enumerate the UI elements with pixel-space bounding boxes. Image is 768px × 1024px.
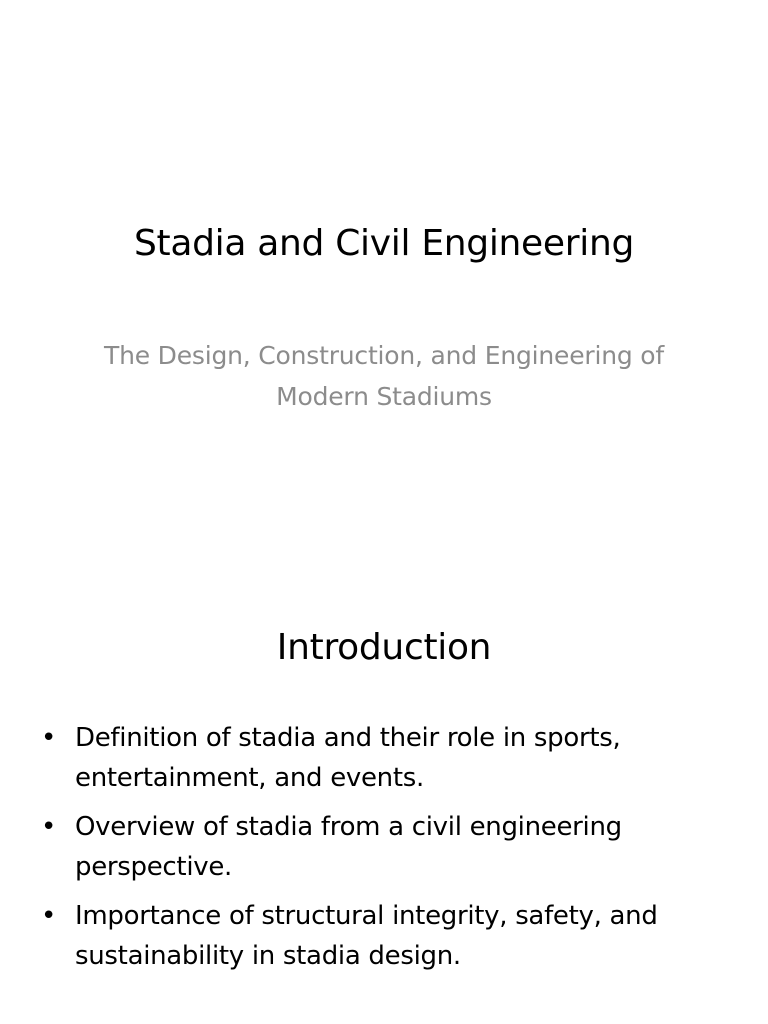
bullet-text: Overview of stadia from a civil engineering perspective.	[75, 812, 622, 882]
slide-title: Stadia and Civil Engineering	[133, 223, 635, 264]
bullet-icon: •	[41, 812, 57, 842]
introduction-slide	[0, 576, 768, 1024]
bullet-item	[38, 896, 728, 976]
bullet-item	[38, 718, 728, 798]
slide-title: Introduction	[276, 627, 492, 668]
bullet-item	[38, 807, 728, 887]
slide-subtitle: The Design, Construction, and Engineering of Modern Stadiums	[104, 341, 664, 411]
bullet-icon: •	[41, 901, 57, 931]
bullet-icon: •	[41, 723, 57, 753]
bullet-text: Definition of stadia and their role in sports, entertainment, and events.	[75, 723, 621, 793]
bullet-text: Importance of structural integrity, safety, and sustainability in stadia design.	[75, 901, 658, 971]
bullet-list	[38, 718, 728, 985]
